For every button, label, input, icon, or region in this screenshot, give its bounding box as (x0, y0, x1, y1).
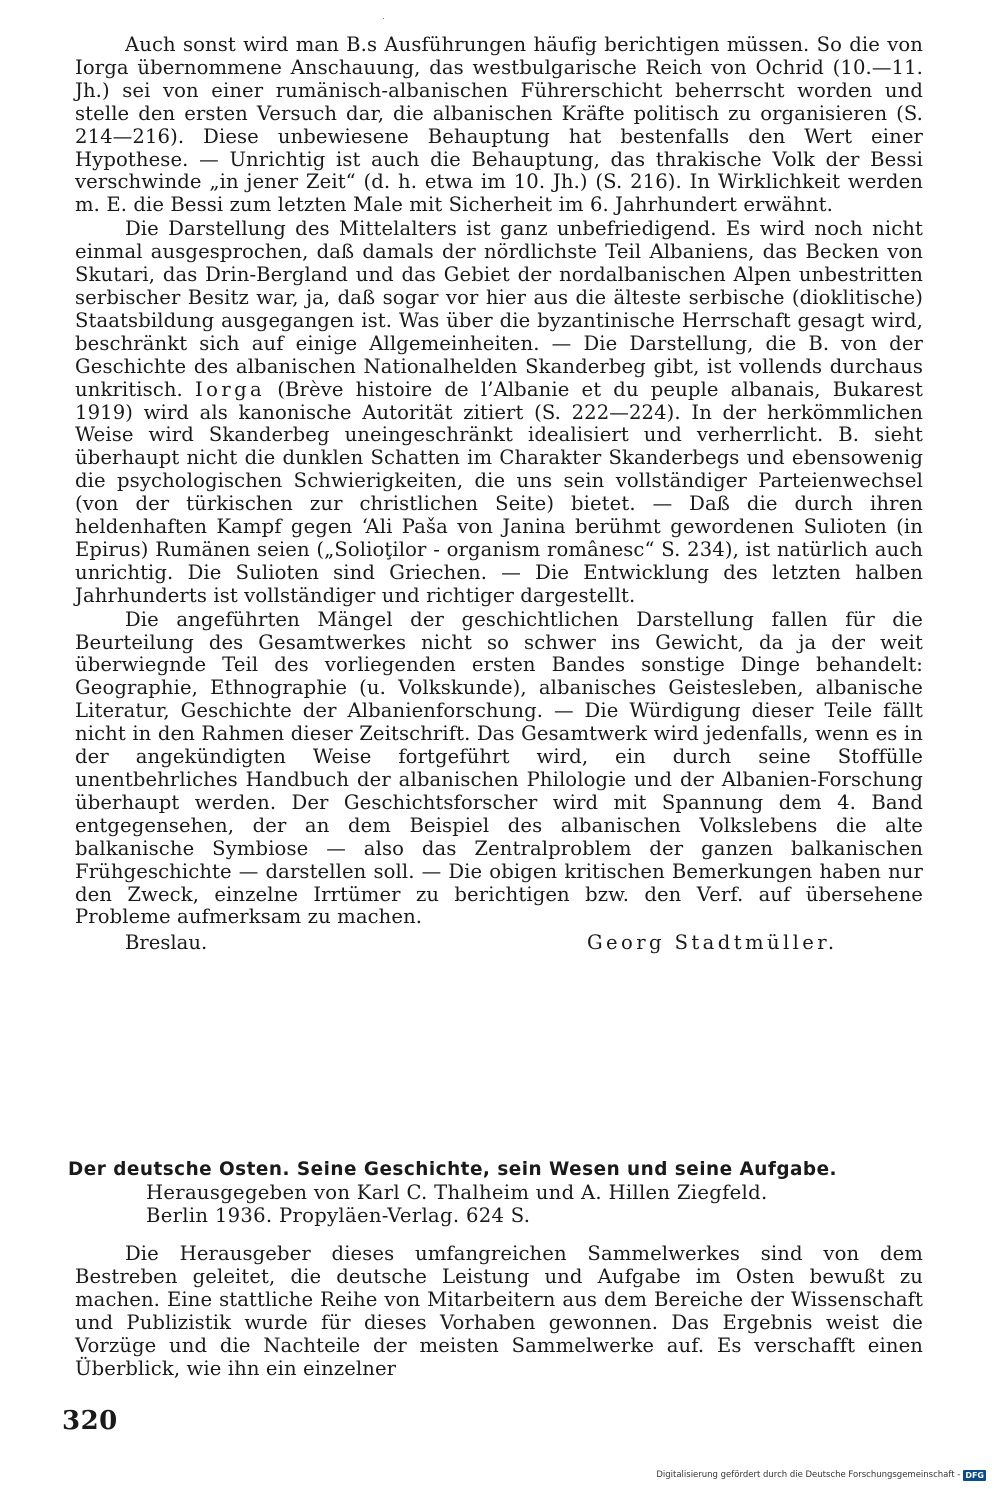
review-title: Der deutsche Osten. Seine Geschichte, sein Wesen und seine Aufgabe. (68, 1159, 838, 1180)
page-number: 320 (62, 1406, 118, 1436)
paragraph-mittelalter (75, 218, 923, 607)
review-publication: Berlin 1936. Propyläen-Verlag. 624 S. (146, 1204, 531, 1227)
main-text-column (75, 34, 923, 955)
dfg-logo-icon: DFG (965, 1471, 984, 1480)
review-body: Die Herausgeber dieses umfangreichen Sammelwerkes sind von dem Bestreben geleitet, die deutsche Leistung und Aufgabe im Osten bewußt zu machen. Eine stattliche Reihe von Mitarbeitern aus dem Bereiche der Wissenschaft und Publizistik wurde für dieses Vorhaben gewonnen. Das Ergebnis weist die Vorzüge und die Nachteile der meisten Sammelwerke auf. Es verschafft einen Überblick, wie ihn ein einzelner (75, 1242, 923, 1380)
author-name-iorga: Iorga (195, 377, 266, 401)
paragraph-berichtigen: Auch sonst wird man B.s Ausführungen häufig berichtigen müssen. So die von Iorga übernommene Anschauung, das westbulgarische Reich von Ochrid (10.—11. Jh.) sei von einer rumänisch-albanischen Führerschicht beherrscht worden und stelle den ersten Versuch dar, die albanischen Kräfte politisch zu organisieren (S. 214—216). Diese unbewiesene Behauptung hat bestenfalls den Wert einer Hypothese. — Unrichtig ist auch die Behauptung, das thrakische Volk der Bessi verschwinde „in jener Zeit“ (d. h. etwa im 10. Jh.) (S. 216). In Wirklichkeit werden m. E. die Bessi zum letzten Male mit Sicherheit im 6. Jahrhundert erwähnt. (75, 33, 923, 217)
review-heading (68, 1158, 928, 1227)
review-text-column (75, 1243, 923, 1380)
signature-row (75, 931, 923, 955)
scan-speck (383, 18, 384, 19)
signature-place: Breslau. (125, 931, 208, 955)
signature-author: Georg Stadtmüller. (587, 931, 838, 955)
review-editors: Herausgegeben von Karl C. Thalheim und A. Hillen Ziegfeld. (146, 1181, 768, 1204)
paragraph-mittelalter-text: Die Darstellung des Mittelalters ist ganz unbefriedigend. Es wird noch nicht einmal ausgesprochen, daß damals der nördlichste Teil Albaniens, das Becken von Skutari, das Drin-Bergland und das Gebiet der nordalbanischen Alpen unbestritten serbischer Besitz war, ja, daß sogar vor hier aus die älteste serbische (dioklitische) Staatsbildung ausgegangen ist. Was über die byzantinische Herrschaft gesagt wird, beschränkt sich auf einige Allgemeinheiten. — Die Darstellung, die B. von der Geschichte des albanischen Nationalhelden Skanderbeg gibt, ist vollends durchaus unkritisch. (75, 217, 923, 401)
digitization-footer (656, 1470, 986, 1481)
paragraph-maengel: Die angeführten Mängel der geschichtlichen Darstellung fallen für die Beurteilung des Gesamtwerkes nicht so schwer ins Gewicht, da ja der weit überwiegnde Teil des vorliegenden ersten Bandes sonstige Dinge behandelt: Geographie, Ethnographie (u. Volkskunde), albanisches Geistesleben, albanische Literatur, Geschichte der Albanienforschung. — Die Würdigung dieser Teile fällt nicht in den Rahmen dieser Zeitschrift. Das Gesamtwerk wird jedenfalls, wenn es in der angekündigten Weise fortgeführt wird, ein durch seine Stoffülle unentbehrliches Handbuch der albanischen Philologie und der Albanien-Forschung überhaupt werden. Der Geschichtsforscher wird mit Spannung dem 4. Band entgegensehen, der an dem Beispiel des albanischen Volkslebens die alte balkanische Symbiose — also das Zentralproblem der ganzen balkanischen Frühgeschichte — darstellen soll. — Die obigen kritischen Bemerkungen haben nur den Zweck, einzelne Irrtümer zu berichtigen bzw. den Verf. auf übersehene Probleme aufmerksam zu machen. (75, 607, 923, 929)
paragraph-iorga-text: (Brève histoire de l’Albanie et du peuple albanais, Bukarest 1919) wird als kanonische Autorität zitiert (S. 222—224). In der herkömmlichen Weise wird Skanderbeg uneingeschränkt idealisiert und verherrlicht. B. sieht überhaupt nicht die dunklen Schatten im Charakter Skanderbegs und ebensowenig die psychologischen Schwierigkeiten, die uns sein vollständiger Parteienwechsel (von der türkischen zur christlichen Seite) bietet. — Daß die durch ihren heldenhaften Kampf gegen ‘Ali Paša von Janina berühmt gewordenen Sulioten (in Epirus) Rumänen seien („Solioţilor - organism românesc“ S. 234), ist natürlich auch unrichtig. Die Sulioten sind Griechen. — Die Entwicklung des letzten halben Jahrhunderts ist vollständiger und richtiger dargestellt. (75, 377, 923, 607)
footer-text: Digitalisierung gefördert durch die Deutsche Forschungsgemeinschaft - (656, 1470, 961, 1480)
